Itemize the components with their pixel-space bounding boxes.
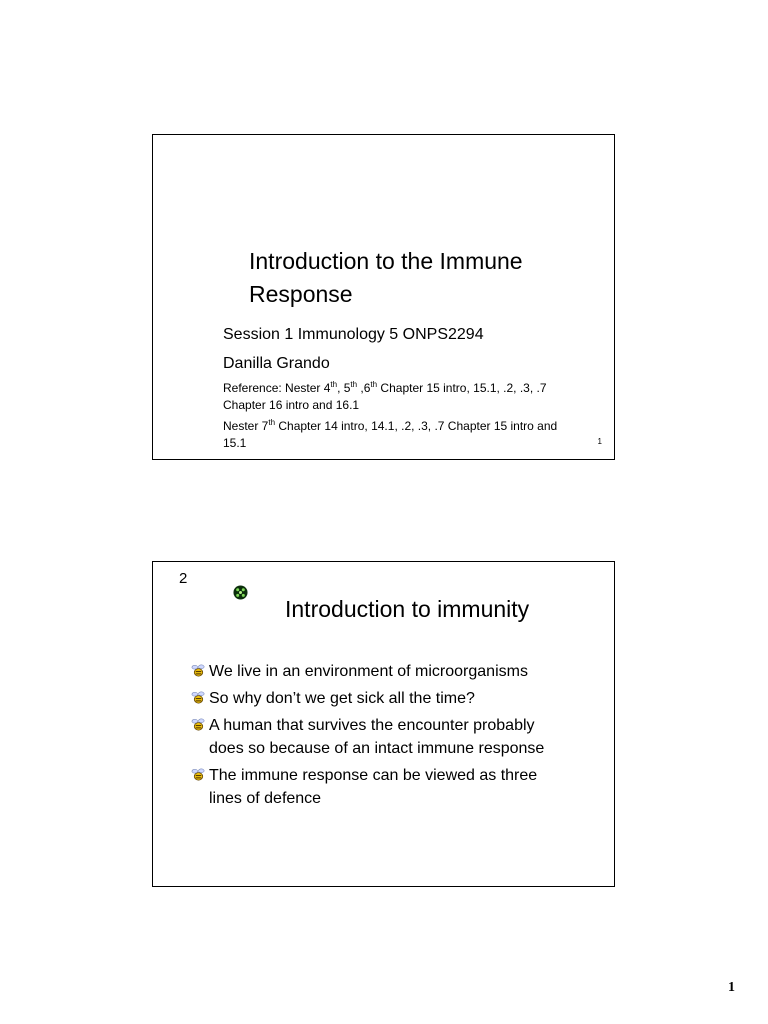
bullet-text: The immune response can be viewed as three lines of defence <box>209 767 538 807</box>
bullet-list <box>191 660 571 814</box>
ref2-part-a: Nester 7 <box>223 419 269 433</box>
bullet-text: So why don’t we get sick all the time? <box>209 690 475 707</box>
bullet-text: We live in an environment of microorganisms <box>209 663 528 680</box>
bee-bullet-icon <box>191 690 206 705</box>
bee-bullet-icon <box>191 663 206 678</box>
bullet-item <box>191 714 571 760</box>
reference-text-2 <box>223 418 573 452</box>
slide-1-number: 1 <box>597 437 602 446</box>
ref1-sup-3: th <box>370 380 378 389</box>
slide-2-number: 2 <box>179 570 188 587</box>
bee-bullet-icon <box>191 717 206 732</box>
ref1-part-c: ,6 <box>357 381 371 395</box>
ref2-part-b: Chapter 14 intro, 14.1, .2, .3, .7 Chapter 15 intro and 15.1 <box>223 419 558 450</box>
slide-2 <box>152 561 615 887</box>
ref1-part-a: Reference: Nester 4 <box>223 381 331 395</box>
bullet-item <box>191 764 571 810</box>
green-dotted-logo-icon <box>233 585 248 600</box>
ref1-sup-1: th <box>330 380 338 389</box>
bullet-item <box>191 687 571 710</box>
slide-2-title: Introduction to immunity <box>285 596 530 622</box>
ref1-part-d: Chapter 15 intro, 15.1, .2, .3, .7 Chapter 16 intro and 16.1 <box>223 381 547 412</box>
author-name: Danilla Grando <box>223 355 330 372</box>
page-number: 1 <box>728 980 735 995</box>
ref1-sup-2: th <box>350 380 358 389</box>
ref1-part-b: , 5 <box>337 381 351 395</box>
bullet-item <box>191 660 571 683</box>
bullet-text: A human that survives the encounter probably does so because of an intact immune response <box>209 717 545 757</box>
reference-text-1 <box>223 380 573 414</box>
ref2-sup: th <box>268 418 276 427</box>
slide-1-title: Introduction to the Immune Response <box>249 248 523 307</box>
slide-1 <box>152 134 615 460</box>
session-label: Session 1 Immunology 5 ONPS2294 <box>223 326 484 343</box>
bee-bullet-icon <box>191 767 206 782</box>
